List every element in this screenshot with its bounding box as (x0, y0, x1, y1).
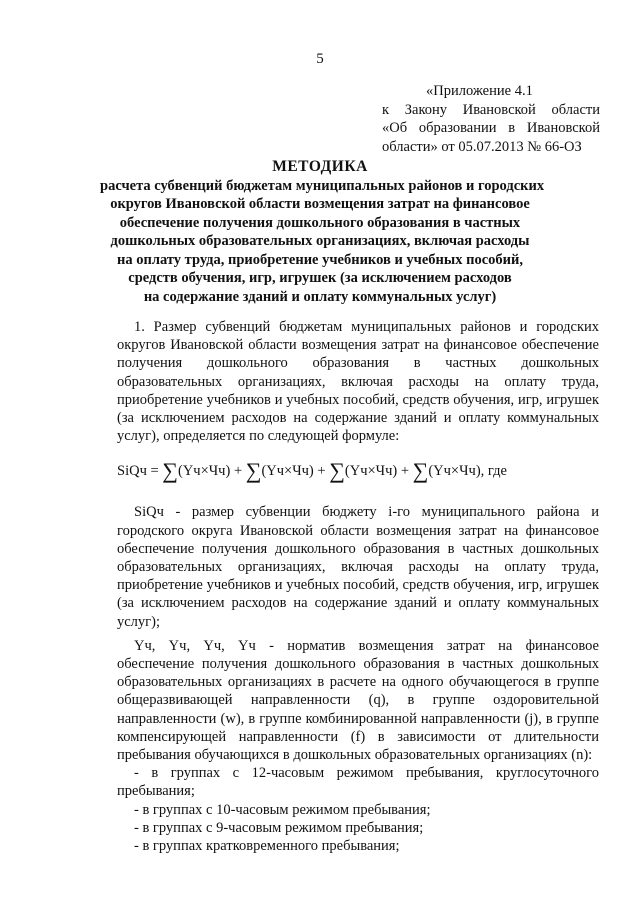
list-item: пребывания; (117, 783, 195, 800)
paragraph-line: образовательных организациях, включая расходы на оплату труда, (117, 559, 599, 576)
document-body (117, 318, 599, 855)
list-item: - в группах кратковременного пребывания; (134, 838, 400, 855)
title-line: обеспечение получения дошкольного образования в частных (119, 214, 521, 231)
paragraph-line: приобретение учебников и учебных пособий, средств обучения, игр, игрушек (117, 577, 599, 594)
paragraph-line: образовательных организациях, включая расходы на оплату труда, (117, 373, 599, 390)
appendix-reference (382, 82, 600, 156)
paragraph-line: общеразвивающей направленности (q), в группе оздоровительной (117, 692, 599, 709)
appendix-line-4: области» от 05.07.2013 № 66-ОЗ (382, 138, 582, 155)
formula-term-3: (Yч×Чч) (344, 463, 398, 480)
sum-symbol: ∑ (412, 458, 429, 484)
paragraph-line: образовательных организациях в расчете на одного обучающегося в группе (117, 674, 599, 691)
paragraph-line: приобретение учебников и учебных пособий, средств обучения, игр, игрушек (117, 391, 599, 408)
appendix-line-1: «Приложение 4.1 (426, 83, 533, 99)
paragraph-line: (за исключением расходов на содержание зданий и оплату коммунальных (117, 410, 599, 427)
formula-tail: где (487, 463, 507, 480)
sum-symbol: ∑ (162, 458, 178, 484)
title-line: на содержание зданий и оплату коммунальных услуг) (143, 288, 497, 305)
paragraph-1 (117, 318, 599, 445)
subvention-formula: SiQч = ∑(Yч×Чч) + ∑(Yч×Чч) + ∑(Yч×Чч) + ∑(Yч×Чч), где (117, 458, 507, 484)
paragraph-line: услуг); (117, 613, 160, 630)
title-line: средств обучения, игр, игрушек (за исключением расходов (128, 270, 512, 286)
sum-symbol: ∑ (245, 458, 262, 484)
list-item: - в группах с 9-часовым режимом пребывания; (134, 819, 424, 836)
appendix-line-3: «Об образовании в Ивановской (382, 120, 600, 136)
page-number: 5 (316, 51, 324, 67)
paragraph-line: округов Ивановской области возмещения затрат на финансовое обеспечение (117, 337, 599, 354)
list-item: - в группах с 12-часовым режимом пребывания, круглосуточного (134, 765, 599, 782)
norm-symbols: Yч, Yч, Yч, Yч (134, 637, 256, 654)
paragraph-3 (117, 637, 599, 764)
formula-term-4: (Yч×Чч), (428, 463, 485, 480)
title-line: расчета субвенций бюджетам муниципальных районов и городских (100, 177, 545, 194)
paragraph-line: компенсирующей направленности (f) в зависимости от длительности (117, 728, 599, 745)
title-line: округов Ивановской области возмещения затрат на финансовое (110, 196, 530, 212)
paragraph-line (117, 637, 599, 655)
paragraph-line: обеспечение получения дошкольного образования в частных дошкольных (117, 540, 599, 557)
sum-symbol: ∑ (329, 458, 345, 484)
title-line: на оплату труда, приобретение учебников и учебных пособий, (117, 251, 523, 268)
paragraph-line: SiQч - размер субвенции бюджету i-го муниципального района и (134, 504, 599, 521)
formula-lhs: SiQч (117, 463, 147, 480)
paragraph-line: городского округа Ивановской области возмещения затрат на финансовое (117, 522, 599, 539)
paragraph-2 (117, 503, 599, 630)
formula-term-1: (Yч×Чч) (177, 463, 231, 480)
paragraph-line: получения дошкольного образования в частных дошкольных (117, 355, 599, 372)
duration-list (117, 764, 599, 855)
paragraph-line: направленности (w), в группе комбинированной направленности (j), в группе (117, 710, 599, 727)
paragraph-line: пребывания обучающихся в дошкольных образовательных организациях (n): (117, 747, 593, 764)
title-line: дошкольных образовательных организациях, включая расходы (110, 233, 530, 249)
paragraph-line: услуг), определяется по следующей формуле: (117, 428, 400, 445)
paragraph-line: 1. Размер субвенций бюджетам муниципальных районов и городских (134, 319, 599, 335)
paragraph-line: обеспечение получения дошкольного образования в частных дошкольных (117, 656, 599, 673)
document-title (100, 158, 545, 306)
norm-definition-start: - норматив возмещения затрат на финансовое (269, 637, 599, 654)
title-main: МЕТОДИКА (272, 158, 368, 175)
list-item: - в группах с 10-часовым режимом пребывания; (134, 801, 431, 818)
formula-term-2: (Yч×Чч) (261, 463, 314, 480)
paragraph-line: (за исключением расходов на содержание зданий и оплату коммунальных (117, 595, 599, 612)
appendix-line-2: к Закону Ивановской области (382, 101, 600, 118)
